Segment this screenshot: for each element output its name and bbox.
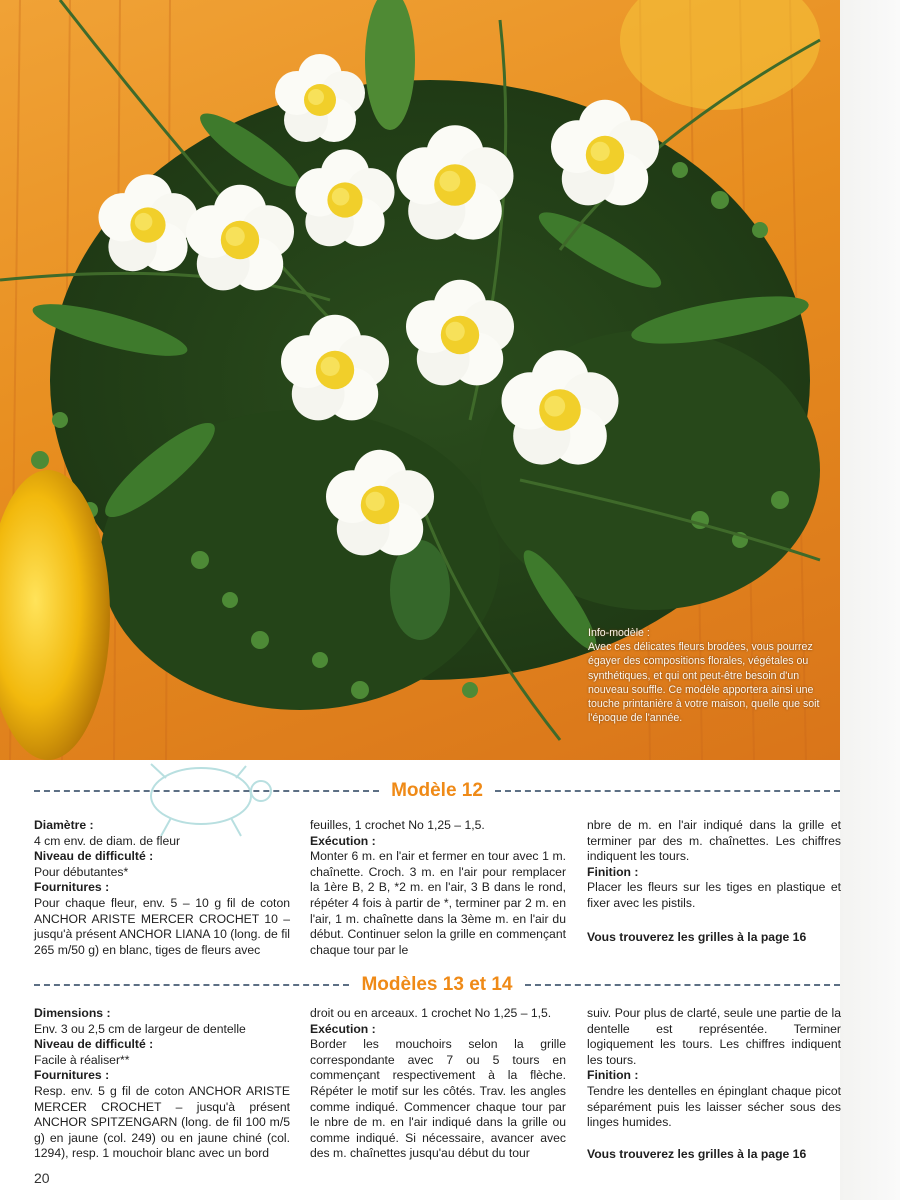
label-execution: Exécution : [310,833,376,848]
section1-column-3 [587,818,841,945]
label-fournitures: Fournitures : [34,880,110,895]
section-heading-modele-12 [34,778,840,804]
section-heading-modeles-13-14 [34,972,840,998]
section2-column-2 [310,1006,566,1162]
text-continued: droit ou en arceaux. 1 crochet No 1,25 – 1,5. [310,1006,552,1020]
text-dimensions: Env. 3 ou 2,5 cm de largeur de dentelle [34,1021,246,1036]
text-fournitures: Resp. env. 5 g fil de coton ANCHOR ARISTE MERCER CROCHET – jusqu'à présent ANCHOR SPITZENGARN (long. de fil 100 m/5 g) en jaune (col. 249) ou en jaune chiné (col. 1294), resp. 1 mouchoir blanc avec un bord [34,1083,290,1161]
label-difficulte: Niveau de difficulté : [34,849,154,864]
section1-column-2 [310,818,566,958]
text-continued: nbre de m. en l'air indiqué dans la grille et terminer par des m. chaînettes. Les chiffres indiquent les tours. [587,818,841,864]
label-finition: Finition : [587,1068,639,1083]
text-continued: feuilles, 1 crochet No 1,25 – 1,5. [310,818,485,832]
text-fournitures: Pour chaque fleur, env. 5 – 10 g fil de coton ANCHOR ARISTE MERCER CROCHET 10 – jusqu'à présent ANCHOR LIANA 10 (long. de fil 265 m/50 g) en blanc, tiges de fleurs avec [34,895,290,957]
page-edge [840,0,900,1200]
text-finition: Tendre les dentelles en épinglant chaque picot séparément puis les laisser sécher sous des linges humides. [587,1083,841,1130]
section2-column-1 [34,1006,290,1162]
label-dimensions: Dimensions : [34,1006,111,1020]
section2-column-3 [587,1006,841,1162]
label-diametre: Diamètre : [34,818,94,832]
section-title: Modèles 13 et 14 [361,974,513,995]
grid-page-reference: Vous trouverez les grilles à la page 16 [587,1146,807,1161]
grid-page-reference: Vous trouverez les grilles à la page 16 [587,929,807,944]
text-diametre: 4 cm env. de diam. de fleur [34,833,181,848]
dashed-rule [525,984,840,986]
text-difficulte: Pour débutantes* [34,864,129,879]
caption-text: Avec ces délicates fleurs brodées, vous pourrez égayer des compositions florales, végétales ou synthétiques, et qui ont peut-être besoin d'un nouveau souffle. Ce modèle apportera ainsi une touche printanière à votre maison, quelle que soit l'époque de l'année. [588,641,820,725]
section-title: Modèle 12 [391,780,483,801]
caption-title: Info-modèle : [588,627,650,639]
label-difficulte: Niveau de difficulté : [34,1037,154,1052]
section1-column-1 [34,818,290,958]
text-execution: Monter 6 m. en l'air et fermer en tour avec 1 m. chaînette. Croch. 3 m. en l'air pour remplacer la 1ère B, 2 B, *2 m. en l'air, 3 B dans le rond, répéter 4 fois à partir de *, terminer par 2 m. en l'air, 1 m. chaînette dans la 3ème m. en l'air du début. Continuer selon la grille en commençant chaque tour par le [310,849,566,957]
label-finition: Finition : [587,864,639,879]
dashed-rule [34,984,349,986]
text-difficulte: Facile à réaliser** [34,1052,130,1067]
label-execution: Exécution : [310,1021,376,1036]
text-execution: Border les mouchoirs selon la grille correspondante avec 7 ou 5 tours en commençant respectivement à la flèche. Répéter le motif sur les côtés. Trav. les angles comme indiqué. Commencer chaque tour par le nbre de m. en l'air indiqué dans la grille ou comme indiqué. Si nécessaire, avancer avec des m. chaînettes jusqu'au début du tour [310,1037,566,1161]
text-continued: suiv. Pour plus de clarté, seule une partie de la dentelle est représentée. Terminer logiquement les tours. Les chiffres indiquent les tours. [587,1006,841,1067]
label-fournitures: Fournitures : [34,1068,110,1083]
text-finition: Placer les fleurs sur les tiges en plastique et fixer avec les pistils. [587,880,841,910]
dashed-rule [495,790,840,792]
info-caption [588,626,832,725]
page-number: 20 [34,1170,50,1186]
dashed-rule [34,790,379,792]
